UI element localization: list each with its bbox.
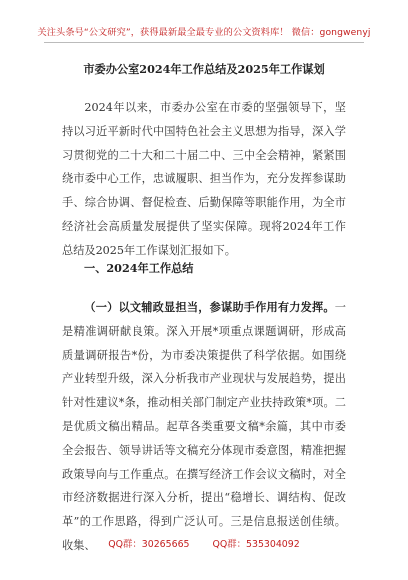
intro-paragraph: 2024年以来，市委办公室在市委的坚强领导下，坚持以习近平新时代中国特色社会主义思想为指导，深入学习贯彻党的二十大和二十届二中、三中全会精神，紧紧围绕市委中心工作，忠诚履职、担当作为，充分发挥参谋助手、综合协调、督促检查、后勤保障等职能作用，为全市经济社会高质量发展提供了坚实保障。现将2024年工作总结及2025年工作谋划汇报如下。 xyxy=(62,101,346,257)
footer-contacts xyxy=(0,536,408,550)
body-paragraph xyxy=(62,296,346,558)
header-divider xyxy=(44,42,364,43)
paragraph-lead: （一）以文辅政显担当，参谋助手作用有力发挥。 xyxy=(84,300,335,314)
footer-qq-group-1: QQ群：30265665 xyxy=(108,539,190,550)
section-heading: 一、2024年工作总结 xyxy=(84,261,194,275)
document-title: 市委办公室2024年工作总结及2025年工作谋划 xyxy=(83,62,325,76)
footer-qq-group-2: QQ群：535304092 xyxy=(212,539,300,550)
paragraph-body: 一是精准调研献良策。深入开展*项重点课题调研，形成高质量调研报告*份，为市委决策提供了科学依据。如围绕产业转型升级，深入分析我市产业现状与发展趋势，提出针对性建议*条，推动相关部门制定产业扶持政策*项。二是优质文稿出精品。起草各类重要文稿*余篇，其中市委全会报告、领导讲话等文稿充分体现市委意图，精准把握政策导向与工作重点。在撰写经济工作会议文稿时，对全市经济数据进行深入分析，提出“稳增长、调结构、促改革”的工作思路，得到广泛认可。三是信息报送创佳绩。收集、 xyxy=(62,301,346,552)
header-notice: 关注头条号“公文研究”，获得最新最全最专业的公文资料库！ 微信：gongwenyj xyxy=(37,27,371,38)
